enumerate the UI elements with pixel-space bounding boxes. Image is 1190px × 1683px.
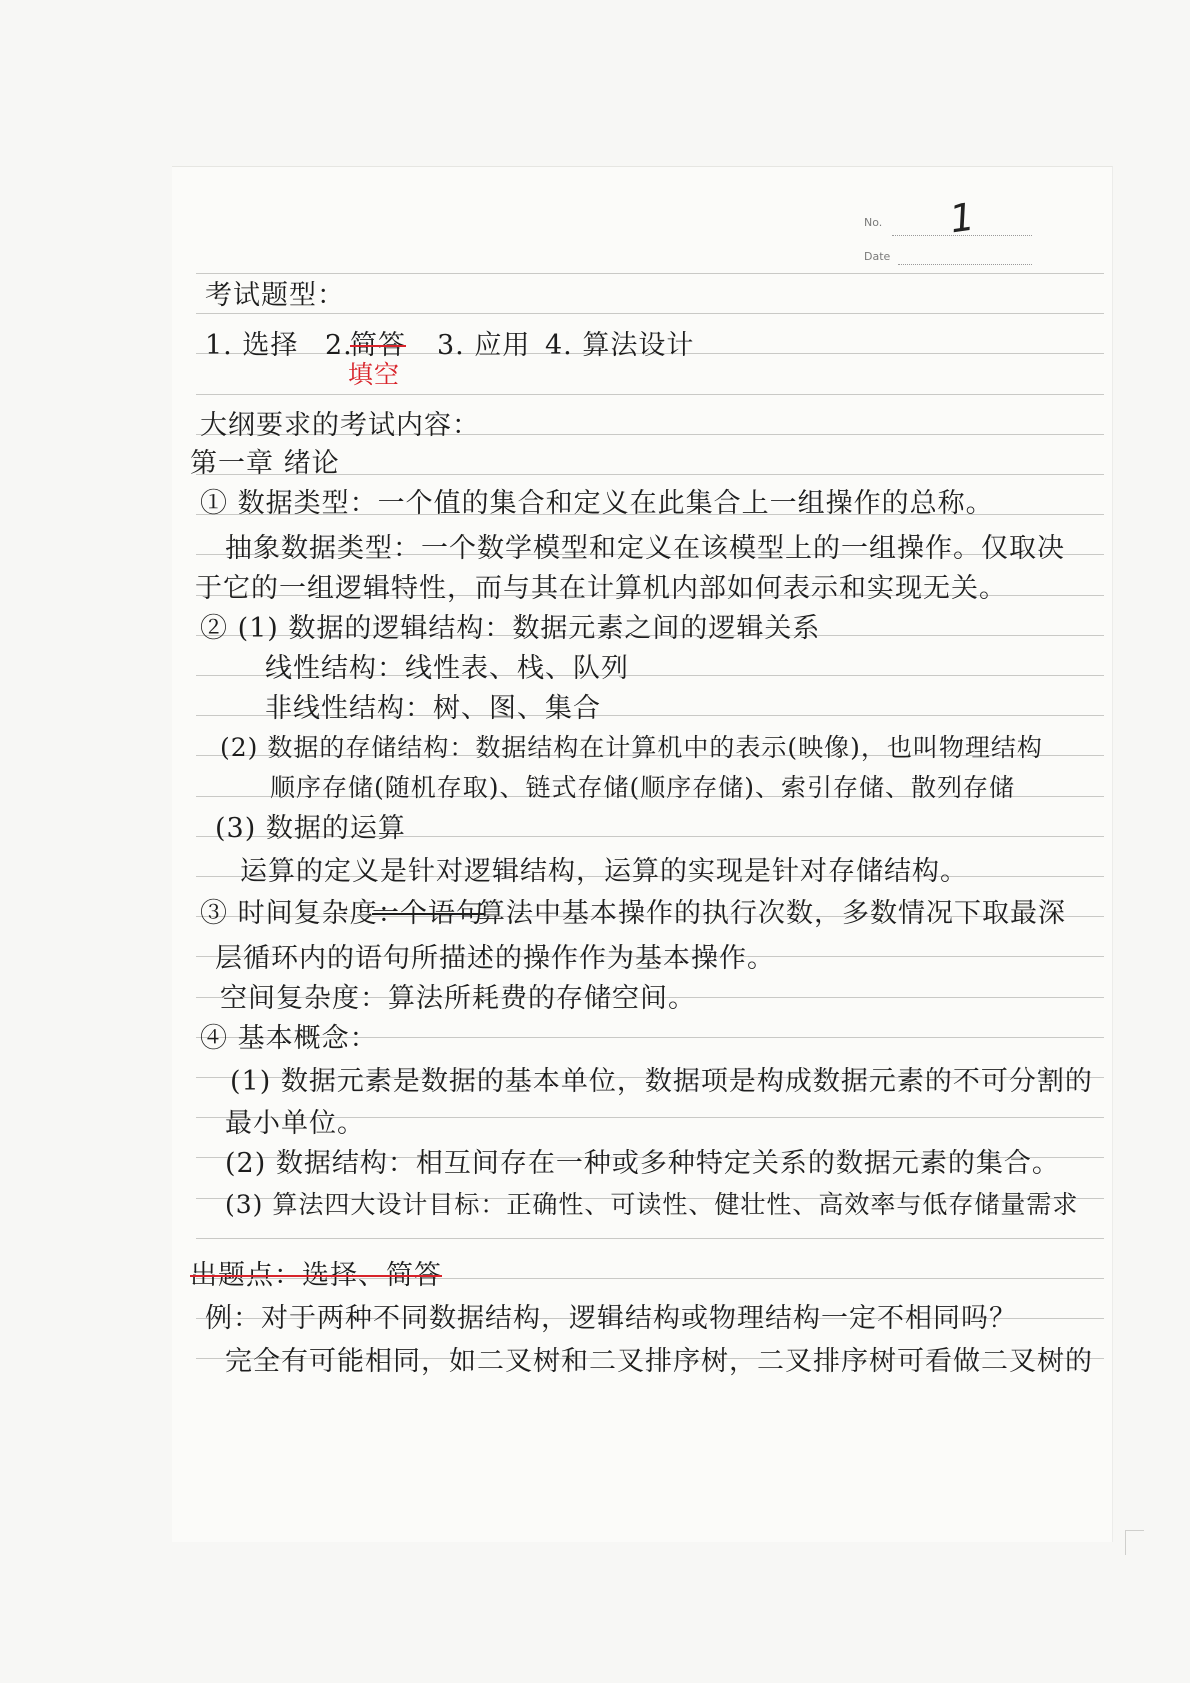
note-line-8: ② (1) 数据的逻辑结构：数据元素之间的逻辑关系: [200, 613, 821, 644]
type-choice: 1. 选择: [205, 330, 299, 361]
ruled-line: [196, 394, 1104, 395]
struck-words: 一个语句: [372, 898, 484, 929]
no-label: No.: [864, 216, 883, 229]
note-line-20: 最小单位。: [225, 1108, 365, 1139]
note-line-17: 空间复杂度：算法所耗费的存储空间。: [220, 983, 696, 1014]
note-line-12: 顺序存储(随机存取)、链式存储(顺序存储)、索引存储、散列存储: [270, 773, 1016, 802]
note-line-7: 于它的一组逻辑特性，而与其在计算机内部如何表示和实现无关。: [195, 573, 1007, 604]
page-number: 1: [947, 194, 978, 242]
note-line-19: (1) 数据元素是数据的基本单位，数据项是构成数据元素的不可分割的: [230, 1066, 1093, 1097]
type-application: 3. 应用: [437, 330, 531, 361]
note-line-16: 层循环内的语句所描述的操作作为基本操作。: [215, 943, 775, 974]
fill-blank-annotation: 填空: [348, 360, 401, 389]
note-line-9: 线性结构：线性表、栈、队列: [265, 653, 629, 684]
example-answer: 完全有可能相同，如二叉树和二叉排序树，二叉排序树可看做二叉树的: [225, 1346, 1093, 1377]
date-label: Date: [864, 250, 891, 263]
type-algorithm-design: 4. 算法设计: [545, 330, 695, 361]
note-line-22: (3) 算法四大设计目标：正确性、可读性、健壮性、高效率与低存储量需求: [225, 1190, 1079, 1219]
example-question: 例：对于两种不同数据结构，逻辑结构或物理结构一定不相同吗？: [205, 1303, 1017, 1334]
note-line-11: (2) 数据的存储结构：数据结构在计算机中的表示(映像)，也叫物理结构: [220, 733, 1043, 762]
time-complexity-label: ③ 时间复杂度：: [200, 898, 406, 929]
syllabus-heading: 大纲要求的考试内容：: [200, 410, 480, 441]
note-line-13: (3) 数据的运算: [215, 813, 406, 844]
type-number-2: 2.: [325, 330, 353, 361]
note-line-10: 非线性结构：树、图、集合: [265, 693, 601, 724]
ruled-line: [196, 1238, 1104, 1239]
note-line-6: 抽象数据类型：一个数学模型和定义在该模型上的一组操作。仅取决: [225, 533, 1065, 564]
exam-points-struck: 出题点：选择、简答: [190, 1260, 442, 1291]
page-corner-fold: [1125, 1530, 1144, 1555]
ruled-line: [196, 273, 1104, 274]
type-short-answer-struck: 简答: [350, 330, 406, 361]
notebook-page: [172, 166, 1113, 1542]
time-complexity-text: 算法中基本操作的执行次数，多数情况下取最深: [478, 898, 1066, 929]
note-line-14: 运算的定义是针对逻辑结构，运算的实现是针对存储结构。: [240, 856, 968, 887]
date-dotted-line: [898, 264, 1032, 265]
note-line-5: ① 数据类型：一个值的集合和定义在此集合上一组操作的总称。: [200, 488, 994, 519]
note-line-18: ④ 基本概念：: [200, 1023, 378, 1054]
exam-types-heading: 考试题型：: [205, 280, 345, 311]
ruled-line: [196, 313, 1104, 314]
note-line-21: (2) 数据结构：相互间存在一种或多种特定关系的数据元素的集合。: [225, 1148, 1060, 1179]
chapter-title: 第一章 绪论: [190, 448, 340, 479]
